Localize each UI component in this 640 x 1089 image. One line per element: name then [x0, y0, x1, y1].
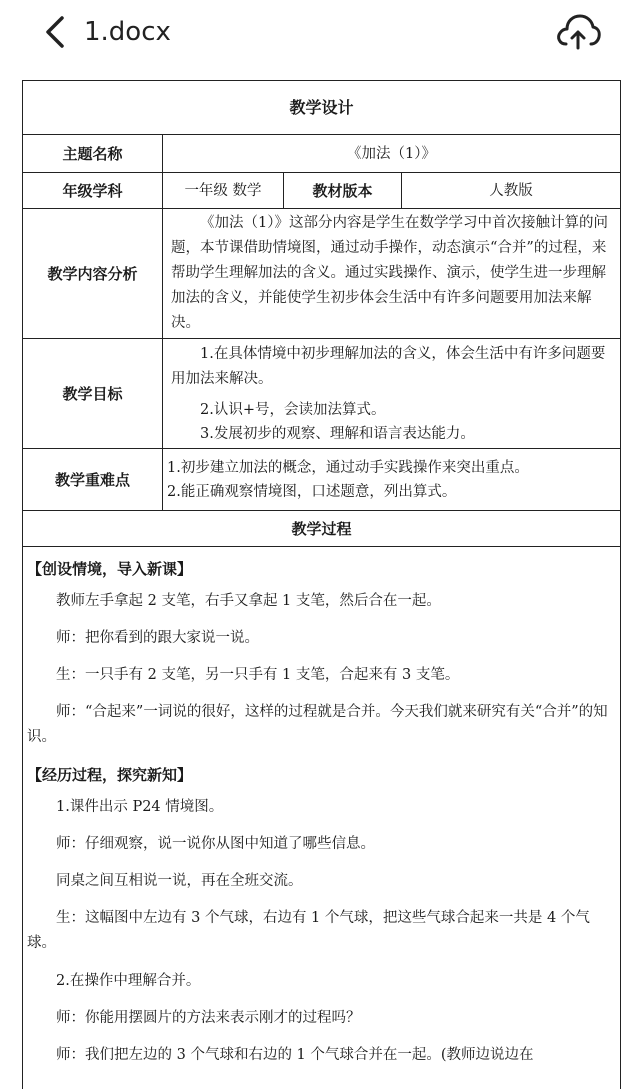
- goal-item: 2.认识+号，会读加法算式。: [200, 401, 386, 418]
- paragraph: 同桌之间互相说一说，再在全班交流。: [56, 873, 303, 889]
- grade-value: 一年级 数学: [163, 173, 284, 209]
- paragraph: 教师左手拿起 2 支笔，右手又拿起 1 支笔，然后合在一起。: [56, 593, 441, 609]
- keypoint-item: 2.能正确观察情境图，口述题意，列出算式。: [167, 483, 457, 500]
- top-bar: [0, 0, 640, 64]
- chevron-left-icon[interactable]: [36, 12, 76, 52]
- paragraph: 生：这幅图中左边有 3 个气球，右边有 1 个气球，把这些气球合起来一共是 4 个气球。: [27, 910, 590, 951]
- paragraph: 生：一只手有 2 支笔，另一只手有 1 支笔，合起来有 3 支笔。: [56, 667, 460, 683]
- paragraph: 师：“合起来”一词说的很好，这样的过程就是合并。今天我们就来研究有关“合并”的知识。: [27, 704, 608, 745]
- goals-label: 教学目标: [23, 339, 163, 449]
- grade-label: 年级学科: [23, 173, 163, 209]
- paragraph: 师：把你看到的跟大家说一说。: [56, 630, 259, 646]
- cloud-upload-icon[interactable]: [554, 10, 602, 54]
- keypoint-item: 1.初步建立加法的概念，通过动手实践操作来突出重点。: [167, 459, 529, 476]
- topic-value: 《加法（1）》: [163, 135, 621, 173]
- paragraph: 师：我们把左边的 3 个气球和右边的 1 个气球合并在一起。(教师边说边在: [56, 1047, 534, 1063]
- paragraph: 师：你能用摆圆片的方法来表示刚才的过程吗？: [56, 1010, 361, 1026]
- keypoints-label: 教学重难点: [23, 449, 163, 511]
- paragraph: 师：仔细观察，说一说你从图中知道了哪些信息。: [56, 836, 375, 852]
- table-title: 教学设计: [23, 81, 621, 135]
- keypoints-cell: [163, 449, 621, 511]
- document-title: 1.docx: [84, 17, 171, 47]
- lesson-plan-table: [22, 80, 621, 1089]
- document-page: [22, 80, 620, 1089]
- section-heading: 【经历过程，探究新知】: [27, 766, 193, 784]
- analysis-text: 《加法（1）》这部分内容是学生在数学学习中首次接触计算的问题，本节课借助情境图，通过动手操作，动态演示“合并”的过程，来帮助学生理解加法的含义。通过实践操作、演示，使学生进一步理解加法的含义，并能使学生初步体会生活中有许多问题要用加法来解决。: [163, 209, 621, 339]
- goal-item: 1.在具体情境中初步理解加法的含义，体会生活中有许多问题要用加法来解决。: [171, 345, 606, 387]
- paragraph: 1.课件出示 P24 情境图。: [56, 799, 224, 815]
- goal-item: 3.发展初步的观察、理解和语言表达能力。: [200, 425, 475, 442]
- process-title: 教学过程: [23, 511, 621, 547]
- topic-label: 主题名称: [23, 135, 163, 173]
- section-heading: 【创设情境，导入新课】: [27, 560, 193, 578]
- edition-label: 教材版本: [284, 173, 402, 209]
- analysis-label: 教学内容分析: [23, 209, 163, 339]
- paragraph: 2.在操作中理解合并。: [56, 973, 201, 989]
- edition-value: 人教版: [402, 173, 621, 209]
- goals-cell: [163, 339, 621, 449]
- process-body: [23, 547, 621, 1089]
